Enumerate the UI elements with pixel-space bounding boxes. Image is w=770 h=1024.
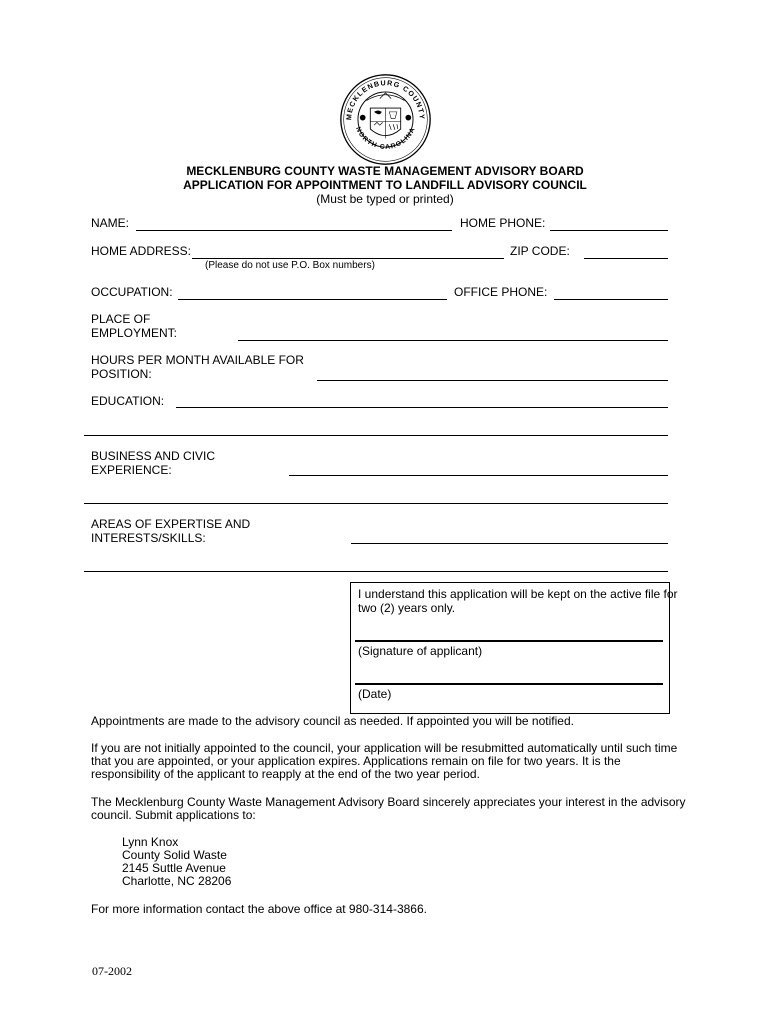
business-civic-field-extra-line[interactable] [84, 503, 668, 504]
education-field-extra-line[interactable] [84, 435, 668, 436]
signature-field[interactable] [355, 640, 663, 642]
areas-expertise-label-1: AREAS OF EXPERTISE AND [91, 517, 251, 531]
acknowledgement-text-line-2: two (2) years only. [358, 601, 456, 615]
hours-label-2: POSITION: [91, 367, 152, 381]
form-title-line-1: MECKLENBURG COUNTY WASTE MANAGEMENT ADVISORY BOARD [186, 164, 584, 178]
mailing-address-line: Lynn Knox [122, 835, 179, 849]
mailing-address-line: Charlotte, NC 28206 [122, 874, 232, 888]
mailing-address-line: County Solid Waste [122, 848, 227, 862]
office-phone-label: OFFICE PHONE: [454, 285, 548, 299]
office-phone-field[interactable] [554, 299, 668, 300]
form-subtitle: (Must be typed or printed) [316, 192, 454, 206]
form-code: 07-2002 [92, 964, 132, 978]
hours-field[interactable] [317, 380, 668, 381]
home-phone-field[interactable] [550, 230, 668, 231]
address-note: (Please do not use P.O. Box numbers) [205, 260, 375, 271]
education-label: EDUCATION: [91, 394, 165, 408]
resubmission-paragraph-line-2: that you are appointed, or your application expires. Applications remain on file for two years. It is the [91, 754, 621, 768]
business-civic-label-1: BUSINESS AND CIVIC [91, 449, 216, 463]
county-seal [338, 72, 433, 167]
place-of-employment-label-1: PLACE OF [91, 312, 151, 326]
acknowledgement-text-line-1: I understand this application will be kept on the active file for [358, 587, 678, 601]
appreciation-paragraph-line-2: council. Submit applications to: [91, 808, 256, 822]
signature-label: (Signature of applicant) [358, 644, 483, 658]
areas-expertise-field-extra-line[interactable] [84, 571, 668, 572]
occupation-field[interactable] [178, 299, 447, 300]
name-field[interactable] [136, 230, 452, 231]
areas-expertise-field[interactable] [351, 543, 668, 544]
place-of-employment-label-2: EMPLOYMENT: [91, 326, 178, 340]
date-field[interactable] [355, 683, 663, 685]
occupation-label: OCCUPATION: [91, 285, 173, 299]
home-phone-label: HOME PHONE: [460, 216, 546, 230]
business-civic-field[interactable] [289, 475, 668, 476]
date-label: (Date) [358, 687, 392, 701]
appointments-paragraph: Appointments are made to the advisory council as needed. If appointed you will be notified. [91, 714, 574, 728]
seal-text-bottom: NORTH CAROLINA [354, 125, 417, 152]
resubmission-paragraph-line-3: responsibility of the applicant to reapply at the end of the two year period. [91, 767, 480, 781]
hours-label-1: HOURS PER MONTH AVAILABLE FOR [91, 353, 304, 367]
areas-expertise-label-2: INTERESTS/SKILLS: [91, 531, 206, 545]
mailing-address-line: 2145 Suttle Avenue [122, 861, 226, 875]
resubmission-paragraph-line-1: If you are not initially appointed to the council, your application will be resubmitted automatically until such time [91, 741, 678, 755]
appreciation-paragraph-line-1: The Mecklenburg County Waste Management Advisory Board sincerely appreciates your interest in the advisory [91, 795, 686, 809]
contact-info: For more information contact the above office at 980-314-3866. [91, 902, 427, 916]
seal-text-top: MECKLENBURG COUNTY [345, 79, 426, 121]
zip-code-label: ZIP CODE: [510, 244, 570, 258]
education-field[interactable] [176, 407, 668, 408]
business-civic-label-2: EXPERIENCE: [91, 463, 172, 477]
zip-code-field[interactable] [584, 258, 668, 259]
form-title-line-2: APPLICATION FOR APPOINTMENT TO LANDFILL ADVISORY COUNCIL [183, 178, 587, 192]
place-of-employment-field[interactable] [238, 340, 668, 341]
name-label: NAME: [91, 216, 130, 230]
home-address-label: HOME ADDRESS: [91, 244, 192, 258]
